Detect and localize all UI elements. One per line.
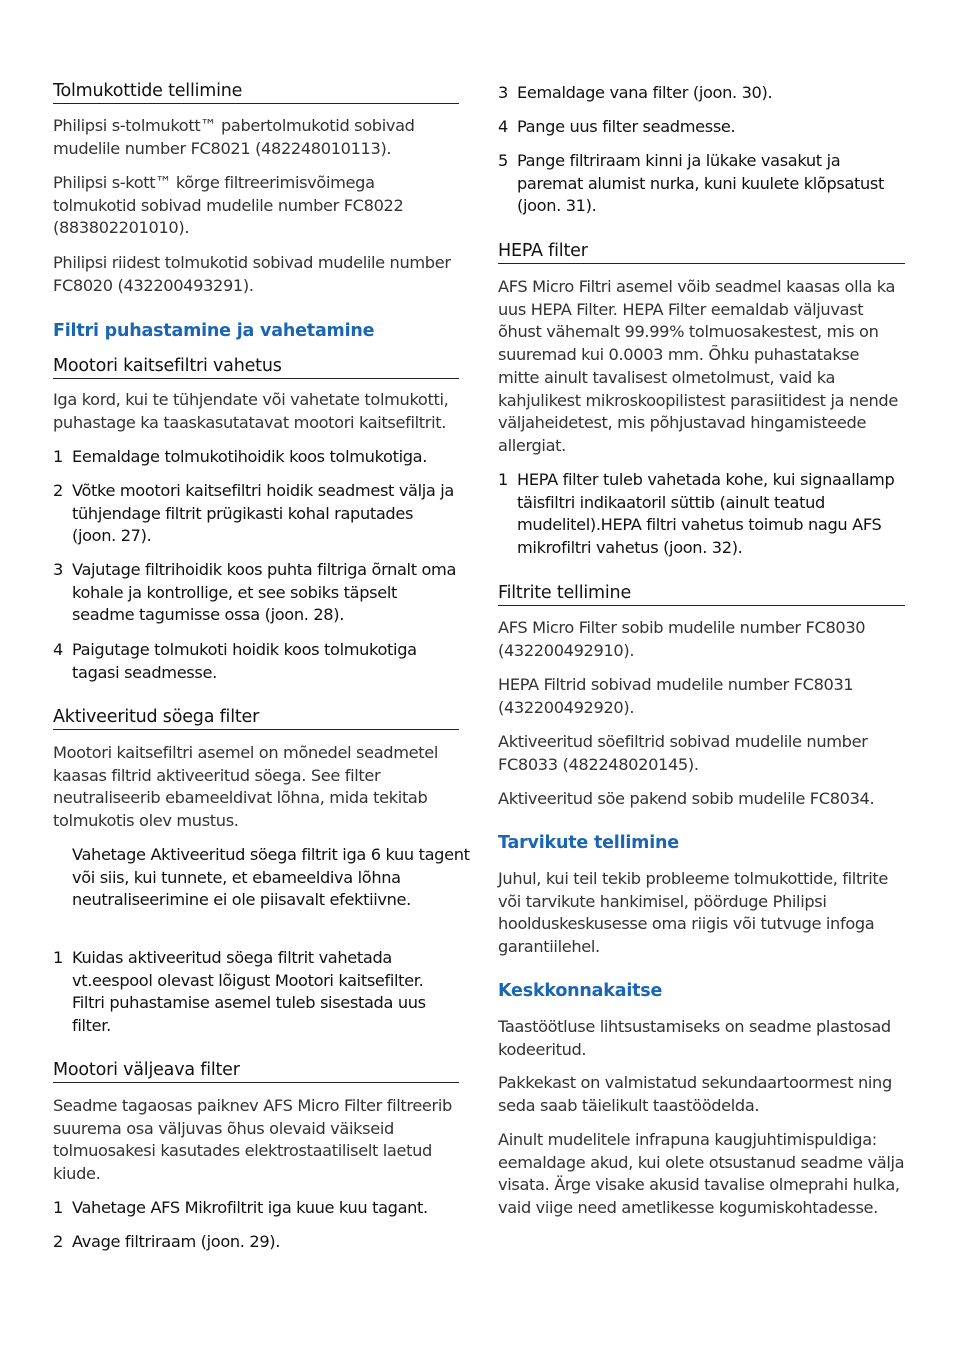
- paragraph: Mootori kaitsefiltri asemel on mõnedel seadmetel kaasas filtrid aktiveeritud söega. See filter neutraliseerib ebameeldivat lõhna, mida tekitab tolmukotis olev mustus.: [53, 743, 438, 831]
- list-number: 4: [53, 640, 63, 659]
- list-number: 1: [498, 470, 508, 489]
- paragraph: Philipsi riidest tolmukotid sobivad mudelile number FC8020 (432200493291).: [53, 253, 451, 295]
- list-text: Eemaldage tolmukotihoidik koos tolmukotiga.: [72, 447, 428, 466]
- paragraph: Philipsi s-tolmukott™ pabertolmukotid sobivad mudelile number FC8021 (482248010113).: [53, 116, 415, 158]
- list-text: Võtke mootori kaitsefiltri hoidik seadmest välja ja tühjendage filtrit prügikasti kohal raputades (joon. 27).: [72, 481, 454, 546]
- list-text: Pange filtriraam kinni ja lükake vasakut ja paremat alumist nurka, kuni kuulete klõpsatust (joon. 31).: [517, 151, 885, 216]
- paragraph: Ainult mudelitele infrapuna kaugjuhtimispuldiga: eemaldage akud, kui olete otsustanud seadme välja visata. Ärge visake akusid tavalise olmeprahi hulka, vaid viige need ametlikesse kogumiskohtadesse.: [498, 1130, 905, 1218]
- note-paragraph: Vahetage Aktiveeritud söega filtrit iga 6 kuu tagent või siis, kui tunnete, et ebameeldiva lõhna neutraliseerimine ei ole piisavalt efektiivne.: [72, 845, 470, 910]
- list-text: Paigutage tolmukoti hoidik koos tolmukotiga tagasi seadmesse.: [72, 640, 417, 682]
- list-text: HEPA filter tuleb vahetada kohe, kui signaallamp täisfiltri indikaatoril süttib (ainult teatud mudelitel).HEPA filtri vahetus toimub nagu AFS mikrofiltri vahetus (joon. 32).: [517, 470, 895, 558]
- list-item: [498, 150, 905, 218]
- list-text: Pange uus filter seadmesse.: [517, 117, 736, 136]
- section-heading-tolmukottide-tellimine: Tolmukottide tellimine: [53, 80, 459, 104]
- list-item: [53, 446, 459, 469]
- list-number: 4: [498, 117, 508, 136]
- list-item: [53, 1231, 459, 1254]
- list-number: 3: [498, 83, 508, 102]
- paragraph: Pakkekast on valmistatud sekundaartoormest ning seda saab täielikult taastöödelda.: [498, 1073, 892, 1115]
- paragraph: Taastöötluse lihtsustamiseks on seadme plastosad kodeeritud.: [498, 1017, 891, 1059]
- list-text: Vahetage AFS Mikrofiltrit iga kuue kuu tagant.: [72, 1198, 428, 1217]
- paragraph: AFS Micro Filter sobib mudelile number FC8030 (432200492910).: [498, 618, 866, 660]
- list-text: Vajutage filtrihoidik koos puhta filtriga õrnalt oma kohale ja kontrollige, et see sobiks täpselt seadme tagumisse ossa (joon. 28).: [72, 560, 457, 625]
- list-text: Kuidas aktiveeritud söega filtrit vahetada vt.eespool olevast lõigust Mootori kaitsefilter. Filtri puhastamise asemel tuleb sisestada uus filter.: [72, 948, 426, 1036]
- paragraph: Aktiveeritud söe pakend sobib mudelile FC8034.: [498, 789, 875, 808]
- list-number: 1: [53, 447, 63, 466]
- paragraph: Seadme tagaosas paiknev AFS Micro Filter filtreerib suurema osa väljuvas õhus olevaid väikseid tolmuosakesi kasutades elektrostaatiliselt laetud kiude.: [53, 1096, 452, 1184]
- list-text: Eemaldage vana filter (joon. 30).: [517, 83, 773, 102]
- section-heading-filtrite-tellimine: Filtrite tellimine: [498, 582, 905, 606]
- list-item: [53, 639, 459, 684]
- list-item: [498, 116, 905, 139]
- list-item: [498, 82, 905, 105]
- section-title-filtri-puhastamine: Filtri puhastamine ja vahetamine: [53, 321, 375, 341]
- list-number: 2: [53, 481, 63, 500]
- list-number: 1: [53, 948, 63, 967]
- list-number: 5: [498, 151, 508, 170]
- list-text: Avage filtriraam (joon. 29).: [72, 1232, 281, 1251]
- section-heading-aktiveeritud: Aktiveeritud söega filter: [53, 706, 459, 730]
- paragraph: AFS Micro Filtri asemel võib seadmel kaasas olla ka uus HEPA Filter. HEPA Filter eemaldab väljuvast õhust vähemalt 99.99% tolmuosakestest, mis on suuremad kui 0.0003 mm. Õhku puhastatakse mitte ainult tavalisest olmetolmust, vaid ka kahjulikest mikroskoopilistest parasiitidest ja nende väljaheidetest, mis põhjustavad hingamisteede allergiat.: [498, 277, 898, 455]
- paragraph: Philipsi s-kott™ kõrge filtreerimisvõimega tolmukotid sobivad mudelile number FC8022 (883802201010).: [53, 173, 404, 238]
- section-title-keskkonnakaitse: Keskkonnakaitse: [498, 981, 663, 1001]
- list-item: [53, 947, 459, 1038]
- list-item: [498, 469, 905, 560]
- list-number: 2: [53, 1232, 63, 1251]
- list-item: [53, 1197, 459, 1220]
- list-number: 1: [53, 1198, 63, 1217]
- paragraph: Aktiveeritud söefiltrid sobivad mudelile number FC8033 (482248020145).: [498, 732, 868, 774]
- section-heading-mootori-kaitsefiltri: Mootori kaitsefiltri vahetus: [53, 355, 459, 379]
- section-heading-hepa: HEPA filter: [498, 240, 905, 264]
- paragraph: HEPA Filtrid sobivad mudelile number FC8031 (432200492920).: [498, 675, 854, 717]
- section-heading-mootori-valjeava: Mootori väljeava filter: [53, 1059, 459, 1083]
- paragraph: Iga kord, kui te tühjendate või vahetate tolmukotti, puhastage ka taaskasutatavat mootori kaitsefiltrit.: [53, 390, 449, 432]
- paragraph: Juhul, kui teil tekib probleeme tolmukottide, filtrite või tarvikute hankimisel, pöörduge Philipsi hoolduskeskusesse oma riigis või tutvuge infoga garantiilehel.: [498, 869, 888, 957]
- list-number: 3: [53, 560, 63, 579]
- list-item: [53, 559, 459, 627]
- list-item: [53, 480, 459, 548]
- section-title-tarvikute: Tarvikute tellimine: [498, 833, 679, 853]
